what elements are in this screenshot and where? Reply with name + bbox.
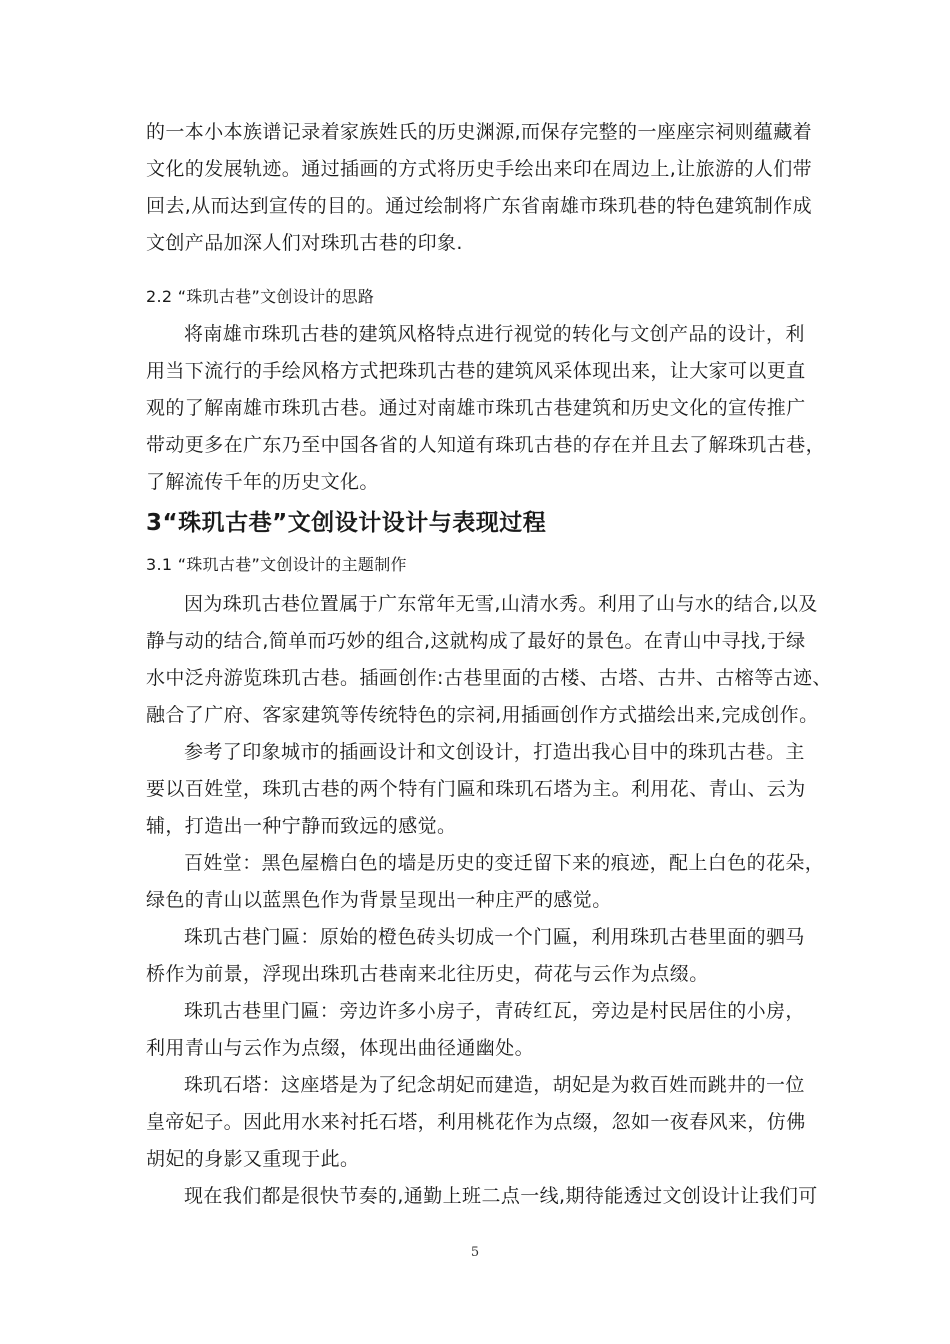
text-line: 因为珠玑古巷位置属于广东常年无雪,山清水秀。利用了山与水的结合,以及: [184, 593, 818, 615]
paragraph: [146, 1071, 826, 1174]
text-line: 回去,从而达到宣传的目的。通过绘制将广东省南雄市珠玑巷的特色建筑制作成: [146, 195, 813, 217]
text-line: 融合了广府、客家建筑等传统特色的宗祠,用插画创作方式描绘出来,完成创作。: [146, 704, 819, 726]
text-line: 胡妃的身影又重现于此。: [146, 1148, 360, 1170]
text-line: 用当下流行的手绘风格方式把珠玑古巷的建筑风采体现出来，让大家可以更直: [146, 360, 806, 382]
text-line: 珠玑石塔：这座塔是为了纪念胡妃而建造，胡妃是为救百姓而跳井的一位: [184, 1074, 805, 1096]
text-line: 辅，打造出一种宁静而致远的感觉。: [146, 815, 457, 837]
text-line: 珠玑古巷门匾：原始的橙色砖头切成一个门匾，利用珠玑古巷里面的驷马: [184, 926, 805, 948]
paragraph: [146, 849, 826, 915]
intro-paragraph: [146, 118, 826, 258]
text-line: 百姓堂：黑色屋檐白色的墙是历史的变迁留下来的痕迹，配上白色的花朵，: [184, 852, 825, 874]
section-heading: 2.2 “珠玑古巷”文创设计的思路: [146, 287, 375, 306]
section-2-2-heading: [146, 285, 826, 309]
text-line: 利用青山与云作为点缀，体现出曲径通幽处。: [146, 1037, 535, 1059]
section-heading: 3.1 “珠玑古巷”文创设计的主题制作: [146, 555, 407, 574]
text-line: 桥作为前景，浮现出珠玑古巷南来北往历史，荷花与云作为点缀。: [146, 963, 709, 985]
text-line: 绿色的青山以蓝黑色作为背景呈现出一种庄严的感觉。: [146, 889, 612, 911]
section-3-1-heading: [146, 553, 826, 577]
text-line: 文创产品加深人们对珠玑古巷的印象.: [146, 232, 463, 254]
text-line: 水中泛舟游览珠玑古巷。插画创作:古巷里面的古楼、古塔、古井、古榕等古迹、: [146, 667, 832, 689]
text-line: 带动更多在广东乃至中国各省的人知道有珠玑古巷的存在并且去了解珠玑古巷，: [146, 434, 826, 456]
paragraph: [146, 590, 832, 730]
text-line: 观的了解南雄市珠玑古巷。通过对南雄市珠玑古巷建筑和历史文化的宣传推广: [146, 397, 806, 419]
section-3-1-body: [146, 590, 832, 1211]
text-line: 皇帝妃子。因此用水来衬托石塔，利用桃花作为点缀，忽如一夜春风来，仿佛: [146, 1111, 806, 1133]
text-line: 文化的发展轨迹。通过插画的方式将历史手绘出来印在周边上,让旅游的人们带: [146, 158, 813, 180]
paragraph: [146, 738, 826, 841]
text-line: 珠玑古巷里门匾：旁边许多小房子，青砖红瓦，旁边是村民居住的小房，: [184, 1000, 805, 1022]
section-2-2-paragraph: [146, 320, 826, 497]
text-line: 要以百姓堂，珠玑古巷的两个特有门匾和珠玑石塔为主。利用花、青山、云为: [146, 778, 806, 800]
paragraph: [146, 923, 826, 989]
text-line: 了解流传千年的历史文化。: [146, 471, 379, 493]
chapter-3-heading: [146, 507, 826, 539]
text-line: 参考了印象城市的插画设计和文创设计，打造出我心目中的珠玑古巷。主: [184, 741, 805, 763]
paragraph: [146, 997, 826, 1063]
text-line: 将南雄市珠玑古巷的建筑风格特点进行视觉的转化与文创产品的设计，利: [184, 323, 805, 345]
page-number: 5: [470, 1245, 480, 1260]
text-line: 现在我们都是很快节奏的,通勤上班二点一线,期待能透过文创设计让我们可: [184, 1185, 818, 1207]
text-line: 的一本小本族谱记录着家族姓氏的历史渊源,而保存完整的一座座宗祠则蕴藏着: [146, 121, 813, 143]
chapter-heading: 3“珠玑古巷”文创设计设计与表现过程: [146, 510, 547, 536]
text-line: 静与动的结合,简单而巧妙的组合,这就构成了最好的景色。在青山中寻找,于绿: [146, 630, 806, 652]
paragraph: [146, 1182, 826, 1211]
